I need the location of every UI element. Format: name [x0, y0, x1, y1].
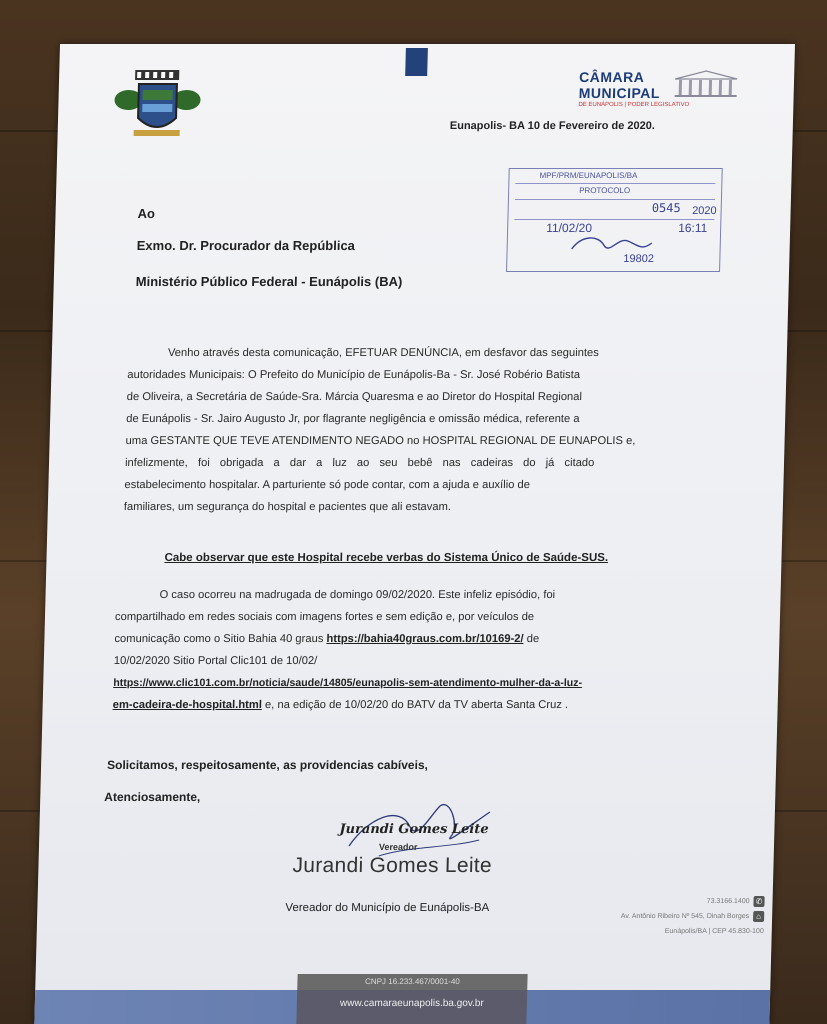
stamp-year: 2020 — [691, 205, 717, 217]
signature-script-name: Jurandi Gomes Leite — [339, 822, 489, 837]
paragraph-line: O caso ocorreu na madrugada de domingo 09/02/2020. Este infeliz episódio, foi — [159, 589, 556, 601]
building-icon — [671, 69, 742, 99]
stamp-rule — [515, 183, 715, 184]
page-tab-mark — [405, 48, 428, 76]
camara-municipal-logo — [578, 69, 749, 108]
stamp-rule — [515, 199, 715, 200]
closing-request: Solicitamos, respeitosamente, as providencias cabíveis, — [106, 758, 429, 772]
logo-title: CÂMARA — [578, 69, 645, 85]
clic101-link[interactable]: https://www.clic101.com.br/noticia/saude/14805/eunapolis-sem-atendimento-mulher-da-a-luz- — [113, 677, 583, 689]
letter-page — [34, 44, 795, 1024]
paragraph-line: de Oliveira, a Secretária de Saúde-Sra. Márcia Quaresma e ao Diretor do Hospital Regional — [126, 391, 583, 403]
footer-address2: Eunápolis/BA | CEP 45.830-100 — [664, 928, 764, 935]
stamp-date: 11/02/20 — [545, 221, 593, 235]
bahia40graus-link[interactable]: https://bahia40graus.com.br/10169-2/ — [326, 633, 524, 645]
municipal-crest-icon — [111, 66, 203, 146]
logo-tagline: DE EUNÁPOLIS | PODER LEGISLATIVO — [578, 102, 690, 108]
letter-date: Eunapolis- BA 10 de Fevereiro de 2020. — [449, 120, 656, 132]
paragraph-line: 10/02/2020 Sitio Portal Clic101 de 10/02/ — [113, 655, 318, 667]
signatory-role: Vereador do Município de Eunápolis-BA — [285, 902, 490, 914]
protocol-stamp — [506, 168, 723, 272]
paragraph-line — [114, 628, 725, 650]
signature-script-title: Vereador — [378, 842, 418, 852]
footer-contact — [554, 894, 765, 939]
stamp-code: 19802 — [623, 253, 655, 265]
paragraph-line: compartilhado em redes sociais com imagens fortes e sem edição e, por veículos de — [114, 611, 535, 623]
stamp-rule — [514, 219, 714, 220]
paragraph-line: infelizmente, foi obrigada a dar a luz ao seu bebê nas cadeiras do já citado — [124, 457, 595, 469]
paragraph-line: de Eunápolis - Sr. Jairo Augusto Jr, por flagrante negligência e omissão médica, referente a — [126, 413, 580, 425]
footer-address-row — [554, 909, 764, 924]
paragraph-line — [112, 694, 723, 716]
website-label: www.camaraeunapolis.ba.gov.br — [296, 990, 527, 1024]
footer-phone-row — [554, 894, 764, 909]
location-icon: ⌂ — [753, 911, 764, 922]
paragraph-text: comunicação como o Sitio Bahia 40 graus — [114, 633, 327, 645]
paragraph-text: e, na edição de 10/02/20 do BATV da TV aberta Santa Cruz . — [261, 699, 569, 711]
paragraph-line: Venho através desta comunicação, EFETUAR DENÚNCIA, em desfavor das seguintes — [167, 347, 599, 359]
addressee-line1: Exmo. Dr. Procurador da República — [136, 238, 356, 253]
paragraph-line: uma GESTANTE QUE TEVE ATENDIMENTO NEGADO no HOSPITAL REGIONAL DE EUNAPOLIS e, — [125, 435, 636, 447]
closing-regards: Atenciosamente, — [104, 790, 201, 804]
paragraph-complaint — [124, 342, 739, 518]
clic101-link-continued[interactable]: em-cadeira-de-hospital.html — [112, 699, 263, 711]
paragraph-line: estabelecimento hospitalar. A parturiente só pode contar, com a ajuda e auxílio de — [124, 479, 531, 491]
paragraph-case — [112, 584, 725, 716]
stamp-number: 0545 — [651, 201, 681, 215]
footer-address1: Av. Antônio Ribeiro Nº 545, Dinah Borges — [620, 913, 750, 920]
stamp-header: MPF/PRM/EUNAPOLIS/BA — [539, 171, 638, 180]
addressee-line2: Ministério Público Federal - Eunápolis (BA) — [135, 274, 403, 289]
cnpj-label: CNPJ 16.233.467/0001-40 — [297, 974, 527, 990]
footer-band — [34, 990, 770, 1024]
salutation-to: Ao — [137, 206, 156, 221]
footer-phone: 73.3166.1400 — [706, 898, 750, 905]
stamp-protocol-label: PROTOCOLO — [579, 186, 631, 195]
paragraph-text: de — [523, 633, 540, 645]
logo-subtitle: MUNICIPAL — [578, 85, 661, 101]
paragraph-line: autoridades Municipais: O Prefeito do Município de Eunápolis-Ba - Sr. José Robério Batista — [127, 369, 581, 381]
signatory-name: Jurandi Gomes Leite — [292, 854, 493, 877]
phone-icon: ✆ — [753, 896, 764, 907]
stamp-time: 16:11 — [677, 221, 708, 235]
paragraph-line: familiares, um segurança do hospital e pacientes que ali estavam. — [123, 501, 452, 513]
sus-note: Cabe observar que este Hospital recebe verbas do Sistema Único de Saúde-SUS. — [164, 552, 609, 564]
